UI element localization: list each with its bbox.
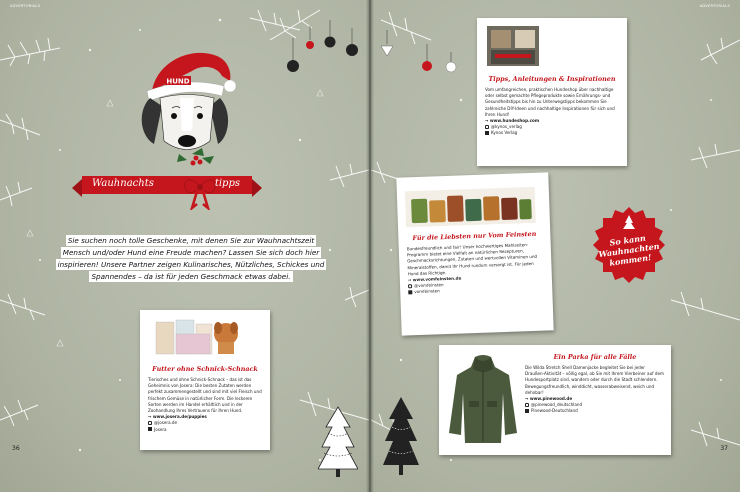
facebook-icon (525, 409, 529, 413)
page-number: 36 (12, 445, 20, 452)
card-link[interactable]: → www.hundeshop.com (485, 118, 540, 124)
facebook-icon (148, 427, 152, 431)
dog-illustration (132, 46, 242, 171)
intro-text: Sie suchen noch tolle Geschenke, mit denen Sie zur Wauhnachtszeit Mensch und/oder Hund eine Freude machen? Lassen Sie sich doch hier inspirieren! Unsere Partner zeigen Kulinarisches, Nützliches, Schickes und Spannendes – da ist für jeden Geschmack etwas dabei. (57, 236, 325, 282)
product-card-parka (439, 345, 671, 455)
instagram-handle[interactable]: @josera.de (148, 420, 262, 426)
card-title: Futter ohne Schnick-Schnack (152, 365, 258, 373)
page-header: ADVERTORIALS (699, 4, 730, 8)
right-page (371, 0, 740, 492)
facebook-handle[interactable]: Josera (148, 427, 262, 433)
ribbon-word-1: Wauhnachts (92, 178, 154, 189)
left-page (0, 0, 369, 492)
parka-text (525, 353, 665, 415)
card-title: Für die Liebsten nur Vom Feinsten (412, 229, 537, 243)
facebook-handle[interactable]: Pinewood-Deutschland (525, 408, 665, 414)
promo-badge (589, 205, 669, 285)
product-card-treats (396, 172, 553, 335)
product-photo (148, 316, 248, 358)
parka-photo (447, 353, 519, 445)
card-title: Ein Parka für alle Fälle (553, 353, 637, 361)
brand-logo: HUND (166, 77, 190, 86)
instagram-handle[interactable]: @kynos_verlag (485, 124, 619, 130)
facebook-handle[interactable]: Kynos Verlag (485, 130, 619, 136)
bow-icon (180, 172, 220, 210)
badge-text: So kann Wauhnachten kommen! (597, 232, 661, 268)
book-cover-photo (485, 24, 541, 68)
product-photo (404, 179, 535, 228)
instagram-icon (148, 421, 152, 425)
ribbon-word-2: tipps (214, 178, 240, 189)
card-body: Vom umfangreichen, praktischen Hundeshop über nachhaltige oder selbst gemachte Pflegeprodukte sowie Ernährungs- und Gesundheitstipps bis hin zu Unterwegstipps bekommen Sie zahlreiche DIY-Ideen und nachhaltige Inspirationen für sich und Ihren Hund! (485, 87, 615, 117)
card-body: Die Wilda Stretch Shell Damenjacke begleitet Sie bei jeder Draußen-Aktivität – völlig egal, ob Sie mit Ihrem Vierbeiner auf dem Hundesportplatz sind, wandern oder durch die Stadt schlendern. Bewegungsfreundlich, winddicht, wasserabweisend, weich und dehnbar! (525, 365, 665, 395)
card-title: Tipps, Anleitungen & Inspirationen (488, 75, 616, 83)
instagram-handle[interactable]: @pinewood_deutschland (525, 402, 665, 408)
card-body: Tierisches und ohne Schnick-Schnack – das ist das Geheimnis von Josera: Die besten Zutaten werden perfekt zusammengestellt und sind mit viel Fleisch und frischem Gemüse in natürlicher Form. Die leckeren Sorten werden im Handel erhältlich und in der Zoohandlung Ihres Vertrauens für Ihren Hund. (148, 377, 262, 414)
instagram-handle[interactable]: @vomfeinsten (408, 279, 544, 290)
page-header: ADVERTORIALS (10, 4, 41, 8)
facebook-icon (485, 131, 489, 135)
page-number: 37 (720, 445, 728, 452)
card-link[interactable]: → www.vomfeinsten.de (407, 275, 462, 283)
christmas-tree-dark-icon (383, 395, 419, 480)
spine-shadow (366, 0, 374, 492)
facebook-icon (408, 290, 412, 294)
product-card-food (140, 310, 270, 450)
title-ribbon (82, 176, 252, 194)
card-link[interactable]: → www.pinewood.de (525, 396, 573, 402)
product-card-books (477, 18, 627, 166)
facebook-handle[interactable]: vomfeinsten (408, 285, 544, 296)
card-body: Bundesfreundlich und fair! Unser hochwertiges Mahlzeiten-Programm bietet eine Vielfalt an natürlichen Rezepturen, Geschmacksrichtungen, Zutaten und wertvollen Vitaminen und Mineralstoffen, damit Ihr Hund rundum versorgt ist. Für jeden Hund das Richtige. (406, 242, 538, 277)
instagram-icon (525, 403, 529, 407)
card-link[interactable]: → www.josera.de/puppies (148, 414, 207, 420)
christmas-tree-outline-icon (318, 405, 358, 480)
instagram-icon (485, 125, 489, 129)
instagram-icon (408, 284, 412, 288)
